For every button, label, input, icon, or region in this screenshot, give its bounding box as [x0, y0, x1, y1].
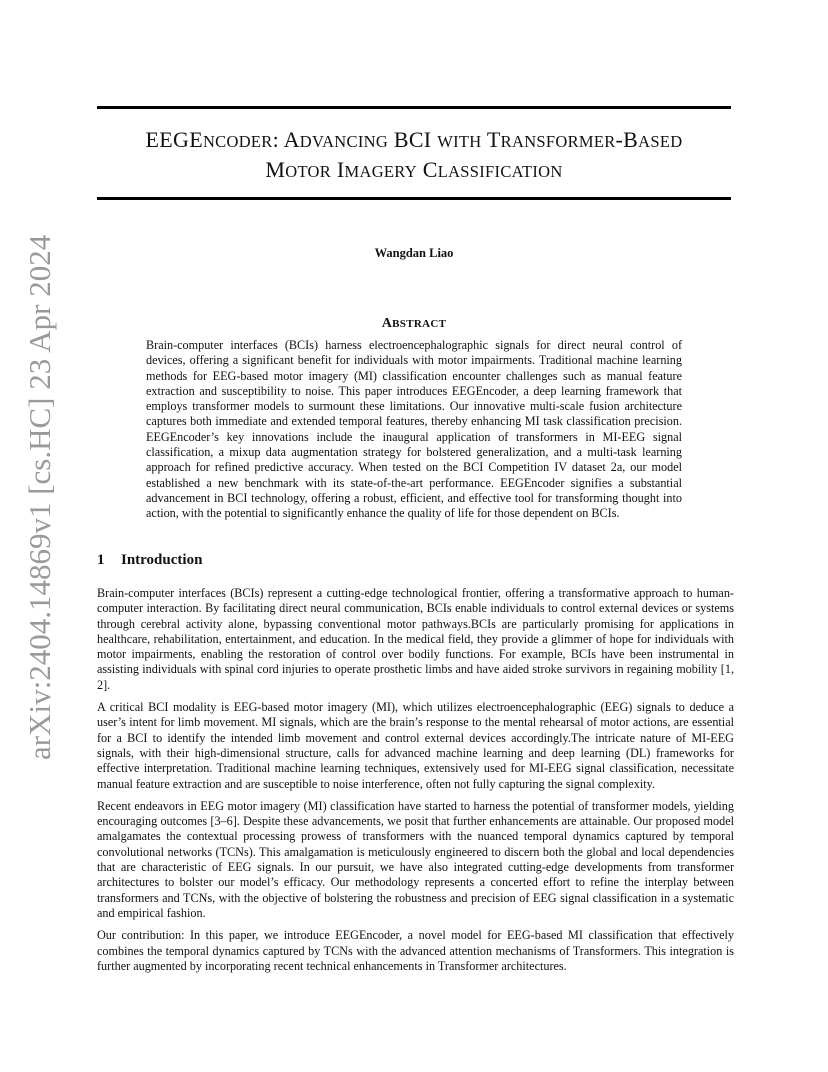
author-name: Wangdan Liao: [374, 246, 454, 260]
title-part: MAGERY: [344, 162, 417, 181]
abstract-text: Brain-computer interfaces (BCIs) harness electroencephalographic signals for direct neural control of devices, offering a significant benefit for individuals with motor impairments. Traditional machine learning methods for EEG-based motor imagery (MI) classification encounter challenges such as manual feature extraction and susceptibility to noise. This paper introduces EEGEncoder, a deep learning framework that employs transformer models to surmount these limitations. Our innovative multi-scale fusion architecture captures both immediate and extended temporal features, thereby enhancing MI task classification precision. EEGEncoder’s key innovations include the inaugural application of transformers in MI-EEG signal classification, a mixup data augmentation strategy for bolstered generalization, and a multi-task learning approach for refined predictive accuracy. When tested on the BCI Competition IV dataset 2a, our model established a new benchmark with its state-of-the-art performance. EEGEncoder signifies a substantial advancement in BCI technology, offering a robust, efficient, and effective tool for transforming thought into action, with the potential to significantly enhance the quality of life for those dependent on BCIs.: [146, 338, 682, 521]
title-part: : A: [272, 127, 300, 152]
title-part: T: [481, 127, 501, 152]
abstract-heading-rest: BSTRACT: [392, 318, 447, 330]
title-line-2: [97, 156, 731, 186]
title-part: ASED: [638, 132, 683, 151]
paragraph: Our contribution: In this paper, we introduce EEGEncoder, a novel model for EEG-based MI classification that effectively combines the temporal dynamics captured by TCNs with the advanced attention mechanisms of Transformers. This integration is further augmented by incorporating recent technical enhancements in Transformer architectures.: [97, 928, 734, 973]
title-top-rule: [97, 106, 731, 109]
title-part: OTOR: [285, 162, 332, 181]
title-part: LASSIFICATION: [437, 162, 563, 181]
section-body: [97, 586, 734, 981]
title-bottom-rule: [97, 197, 731, 200]
paragraph: A critical BCI modality is EEG-based motor imagery (MI), which utilizes electroencephalographic (EEG) signals to deduce a user’s intent for limb movement. MI signals, which are the brain’s response to the mental rehearsal of motor actions, are essential for a BCI to identify the intended limb movement and control external devices accordingly.The intricate nature of MI-EEG signals, with their high-dimensional structure, calls for advanced machine learning and deep learning (DL) frameworks for effective interpretation. Traditional machine learning techniques, extensively used for MI-EEG signal classification, necessitate manual feature extraction and are susceptible to noise interference, often not fully capturing the signal complexity.: [97, 700, 734, 791]
abstract-heading-initial: A: [381, 316, 393, 331]
abstract-heading: [97, 316, 731, 332]
section-heading: [97, 552, 202, 569]
title-part: C: [416, 157, 438, 182]
title-part: EEGE: [145, 127, 203, 152]
title-part: WITH: [437, 132, 482, 151]
title-part: M: [265, 157, 286, 182]
section-title: Introduction: [121, 552, 203, 568]
title-part: NCODER: [202, 132, 273, 151]
arxiv-identifier: arXiv:2404.14869v1 [cs.HC] 23 Apr 2024: [22, 234, 57, 760]
paragraph: Recent endeavors in EEG motor imagery (MI) classification have started to harness the potential of transformer models, yielding encouraging outcomes [3–6]. Despite these advancements, we posit that further enhancements are attainable. Our proposed model amalgamates the contextual processing prowess of transformers with the nuanced temporal dynamics captured by temporal convolutional networks (TCNs). This amalgamation is meticulously engineered to discern both the global and local dependencies that are characteristic of EEG signals. In our pursuit, we have also integrated cutting-edge developments from transformer architectures to bolster our model’s efficacy. Our methodology represents a concerted effort to refine the interplay between transformers and TCNs, with the objective of bolstering the robustness and precision of EEG signal classification in a systematic and empirical fashion.: [97, 798, 734, 920]
paper-title: [97, 126, 731, 186]
title-line-1: [97, 126, 731, 156]
title-part: BCI: [388, 127, 438, 152]
section-number: 1: [97, 552, 105, 568]
paragraph: Brain-computer interfaces (BCIs) represent a cutting-edge technological frontier, offering a transformative approach to human-computer interaction. By facilitating direct neural communication, BCIs enable individuals to control external devices or systems through cerebral activity alone, bypassing conventional motor pathways.BCIs are particularly promising for applications in healthcare, rehabilitation, entertainment, and education. In the medical field, they provide a glimmer of hope for individuals with motor impairments, enabling the restoration of control over bodily functions. For example, BCIs have been instrumental in assisting individuals with spinal cord injuries to operate prosthetic limbs and have aided stroke survivors in regaining mobility [1, 2].: [97, 586, 734, 692]
title-part: DVANCING: [299, 132, 389, 151]
title-part: -B: [615, 127, 639, 152]
title-part: I: [331, 157, 345, 182]
title-part: RANSFORMER: [500, 132, 616, 151]
